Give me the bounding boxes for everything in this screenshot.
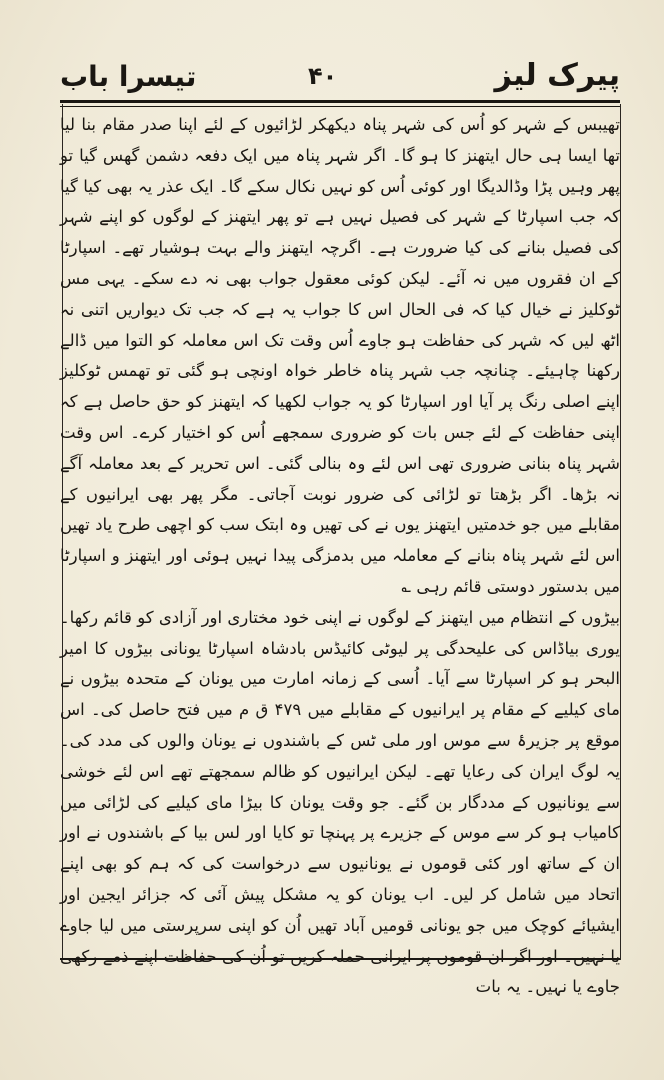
header-chapter-title: تیسرا باب	[60, 60, 197, 93]
page-number: ۴۰	[308, 62, 338, 90]
header-rule-thin	[60, 106, 620, 107]
header-book-title: پیرک لیز	[494, 58, 620, 93]
frame-right-rule	[620, 104, 621, 960]
running-header	[60, 56, 620, 96]
header-rule	[60, 100, 620, 103]
paragraph: بیڑوں کے انتظام میں ایتھنز کے لوگوں نے اپنی خود مختاری اور آزادی کو قائم رکھا۔ یوری بیاڈاس کی علیحدگی پر لیوٹی کائیڈس بادشاہ اسپارٹا یونانی بیڑوں کا امیر البحر ہو کر اسپارٹا سے آیا۔ اُسی کے زمانہ امارت میں یونان کے متحدہ بیڑوں نے مای کیلیے کے مقام پر ایرانیوں کے مقابلے میں ۴۷۹ ق م میں فتح حاصل کی۔ اس موقع پر جزیرۂ سے موس اور ملی ٹس کے باشندوں نے یونان والوں کی مدد کی۔ یہ لوگ ایران کی رعایا تھے۔ لیکن ایرانیوں کو ظالم سمجھتے تھے اس لئے خوشی سے یونانیوں کے مددگار بن گئے۔ جو وقت یونان کا بیڑا مای کیلیے کی لڑائی میں کامیاب ہو کر سے موس کے جزیرے پر پہنچا تو کایا اور لس بیا کے باشندوں نے اور ان کے ساتھ اور کئی قوموں نے یونانیوں سے درخواست کی کہ ہم کو بھی اپنے اتحاد میں شامل کر لیں۔ اب یونان کو یہ مشکل پیش آئی کہ جزائر ایجین اور ایشیائے کوچک میں جو یونانی قومیں آباد تھیں اُن کو اپنی سرپرستی میں لیا جاوے یا نہیں۔ اور اگر ان قوموں پر ایرانی حملہ کریں تو اُن کی حفاظت اپنے ذمے رکھی جاوے یا نہیں۔ یہ بات	[60, 607, 620, 997]
footer-rule	[60, 958, 620, 960]
page-body	[60, 110, 620, 997]
paragraph: تھیبس کے شہر کو اُس کی شہر پناہ دیکھکر لڑائیوں کے لئے اپنا صدر مقام بنا لیا تھا ایسا ہی حال ایتھنز کا ہو گا۔ اگر شہر پناہ میں ایک دفعہ دشمن گھس گیا تو پھر وہیں پڑا وڈالدیگا اور کوئی اُس کو نہیں نکال سکے گا۔ ایک عذر یہ بھی کیا گیا کہ جب اسپارٹا کے شہر کی فصیل نہیں ہے تو پھر ایتھنز کے لوگوں کو اپنے شہر کی فصیل بنانے کی کیا ضرورت ہے۔ اگرچہ ایتھنز والے بہت ہوشیار تھے۔ اسپارٹا کے ان فقروں میں نہ آئے۔ لیکن کوئی معقول جواب بھی نہ دے سکے۔ یہی مس ٹوکلیز نے خیال کیا کہ فی الحال اس کا جواب یہ ہے کہ جب تک دیواریں اتنی نہ اٹھ لیں کہ شہر کی حفاظت ہو جاوے اُس وقت تک اس معاملہ کو التوا میں ڈالے رکھنا چاہیئے۔ چنانچہ جب شہر پناہ خاطر خواہ اونچی ہو گئی تو تھمس ٹوکلیز اپنے اصلی رنگ پر آیا اور اسپارٹا کو یہ جواب لکھیا کہ ایتھنز کو حق حاصل ہے کہ اپنی حفاظت کے لئے جس بات کو ضروری سمجھے اُس کو اختیار کرے۔ اس وقت شہر پناہ بنانی ضروری تھی اس لئے وہ بنالی گئی۔ اس تحریر کے بعد معاملہ آگے نہ بڑھا۔ اگر بڑھتا تو لڑائی کی ضرور نوبت آجاتی۔ مگر پھر بھی ایرانیوں کے مقابلے میں جو خدمتیں ایتھنز یوں نے کی تھیں وہ ابتک سب کو اچھی طرح یاد تھیں اس لئے شہر پناہ بنانے کے معاملہ میں بدمزگی پیدا نہیں ہوئی اور ایتھنز و اسپارٹا میں بدستور دوستی قائم رہی ؎	[60, 115, 620, 596]
